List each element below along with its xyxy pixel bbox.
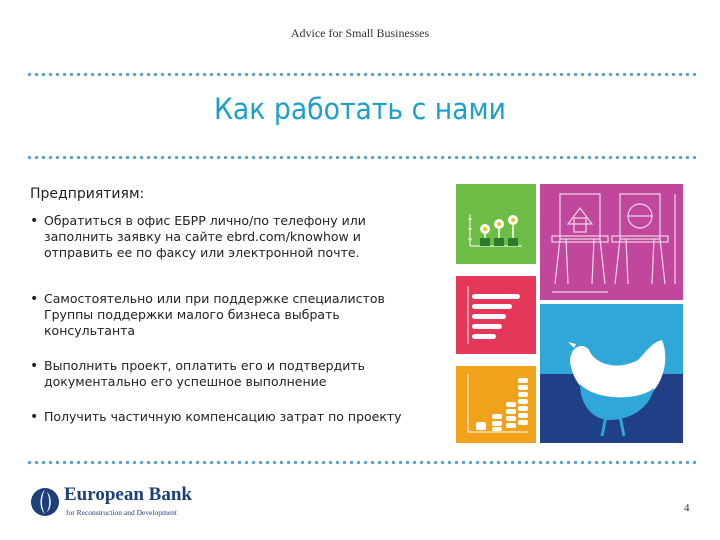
bullet-item: • Обратиться в офис ЕБРР лично/по телефону или заполнить заявку на сайте ebrd.com/knowhow и отправить ее по факсу или электронной почте. xyxy=(30,213,430,261)
bullet-item: • Выполнить проект, оплатить его и подтвердить документально его успешное выполнение xyxy=(30,358,430,390)
chairs-blueprint-icon xyxy=(540,184,683,300)
footer-dotted-divider xyxy=(26,460,696,465)
top-dotted-divider xyxy=(26,72,696,77)
page-number: 4 xyxy=(684,502,690,514)
hen-tile xyxy=(540,304,683,443)
flowers-tile xyxy=(456,184,536,264)
bullet-item: • Самостоятельно или при поддержке специалистов Группы поддержки малого бизнеса выбрать консультанта xyxy=(30,291,430,339)
coins-tile xyxy=(456,366,536,443)
bars-list-icon xyxy=(456,276,536,354)
slide-title: Как работать с нами xyxy=(213,92,506,126)
ebrd-logo-icon xyxy=(30,484,60,520)
slide-subhead: Предприятиям: xyxy=(30,186,145,202)
coins-stacks-icon xyxy=(456,366,536,443)
logo-line-1: European Bank xyxy=(64,484,192,505)
title-dotted-divider xyxy=(26,155,696,160)
bars-tile xyxy=(456,276,536,354)
flowers-icon xyxy=(456,184,536,264)
bullet-item: • Получить частичную компенсацию затрат по проекту xyxy=(30,409,402,425)
ebrd-logo xyxy=(30,484,230,524)
header-label: Advice for Small Businesses xyxy=(290,26,430,40)
hen-icon xyxy=(540,304,683,443)
logo-line-2: for Reconstruction and Development xyxy=(66,508,178,517)
chairs-tile xyxy=(540,184,683,300)
